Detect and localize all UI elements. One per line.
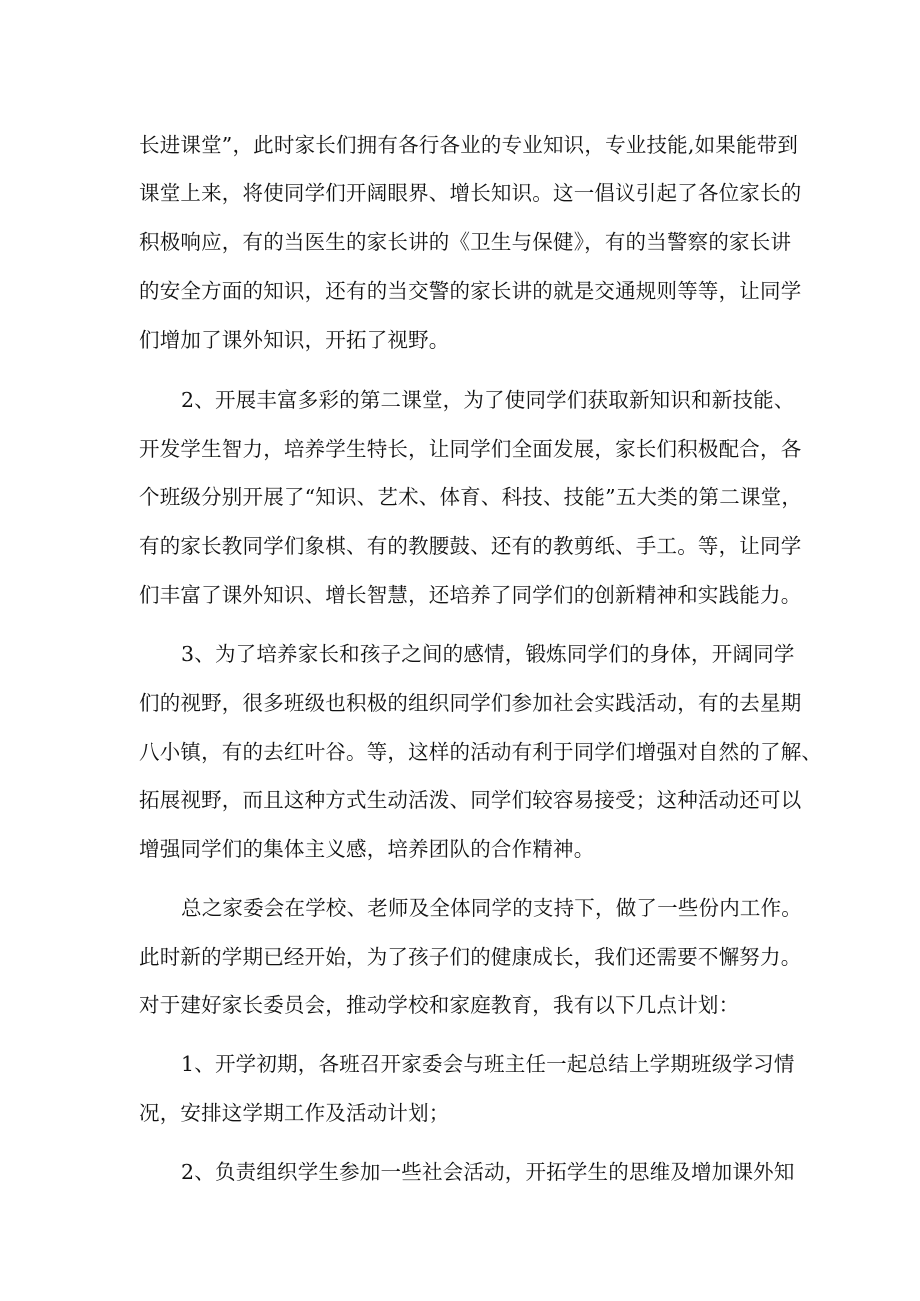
text-line: 长进课堂”，此时家长们拥有各行各业的专业知识，专业技能,如果能带到 — [139, 133, 799, 157]
text-line: 的安全方面的知识，还有的当交警的家长讲的就是交通规则等等，让同学 — [139, 279, 802, 303]
text-line: 增强同学们的集体主义感，培养团队的合作精神。 — [139, 837, 595, 861]
text-line: 3、为了培养家长和孩子之间的感情，锻炼同学们的身体，开阔同学 — [181, 642, 795, 666]
text-line: 2、负责组织学生参加一些社会活动，开拓学生的思维及增加课外知 — [181, 1160, 795, 1184]
text-line: 况，安排这学期工作及活动计划； — [139, 1101, 450, 1125]
text-line: 拓展视野，而且这种方式生动活泼、同学们较容易接受；这种活动还可以 — [139, 788, 802, 812]
text-line: 有的家长教同学们象棋、有的教腰鼓、还有的教剪纸、手工。等，让同学 — [139, 534, 802, 558]
text-line: 对于建好家长委员会，推动学校和家庭教育，我有以下几点计划： — [139, 993, 740, 1017]
text-line: 1、开学初期，各班召开家委会与班主任一起总结上学期班级学习情 — [181, 1052, 795, 1076]
text-line: 八小镇，有的去红叶谷。等，这样的活动有利于同学们增强对自然的了解、 — [139, 740, 823, 764]
text-line: 们增加了课外知识，开拓了视野。 — [139, 328, 450, 352]
text-line: 个班级分别开展了“知识、艺术、体育、科技、技能”五大类的第二课堂， — [139, 485, 803, 509]
text-line: 课堂上来，将使同学们开阔眼界、增长知识。这一倡议引起了各位家长的 — [139, 181, 802, 205]
text-line: 开发学生智力，培养学生特长，让同学们全面发展，家长们积极配合，各 — [139, 437, 802, 461]
text-line: 总之家委会在学校、老师及全体同学的支持下，做了一些份内工作。 — [181, 896, 802, 920]
text-line: 此时新的学期已经开始，为了孩子们的健康成长，我们还需要不懈努力。 — [139, 945, 802, 969]
text-line: 2、开展丰富多彩的第二课堂，为了使同学们获取新知识和新技能、 — [181, 388, 795, 412]
text-line: 们的视野，很多班级也积极的组织同学们参加社会实践活动，有的去星期 — [139, 691, 802, 715]
text-line: 们丰富了课外知识、增长智慧，还培养了同学们的创新精神和实践能力。 — [139, 583, 802, 607]
text-line: 积极响应，有的当医生的家长讲的《卫生与保健》，有的当警察的家长讲 — [139, 230, 792, 254]
